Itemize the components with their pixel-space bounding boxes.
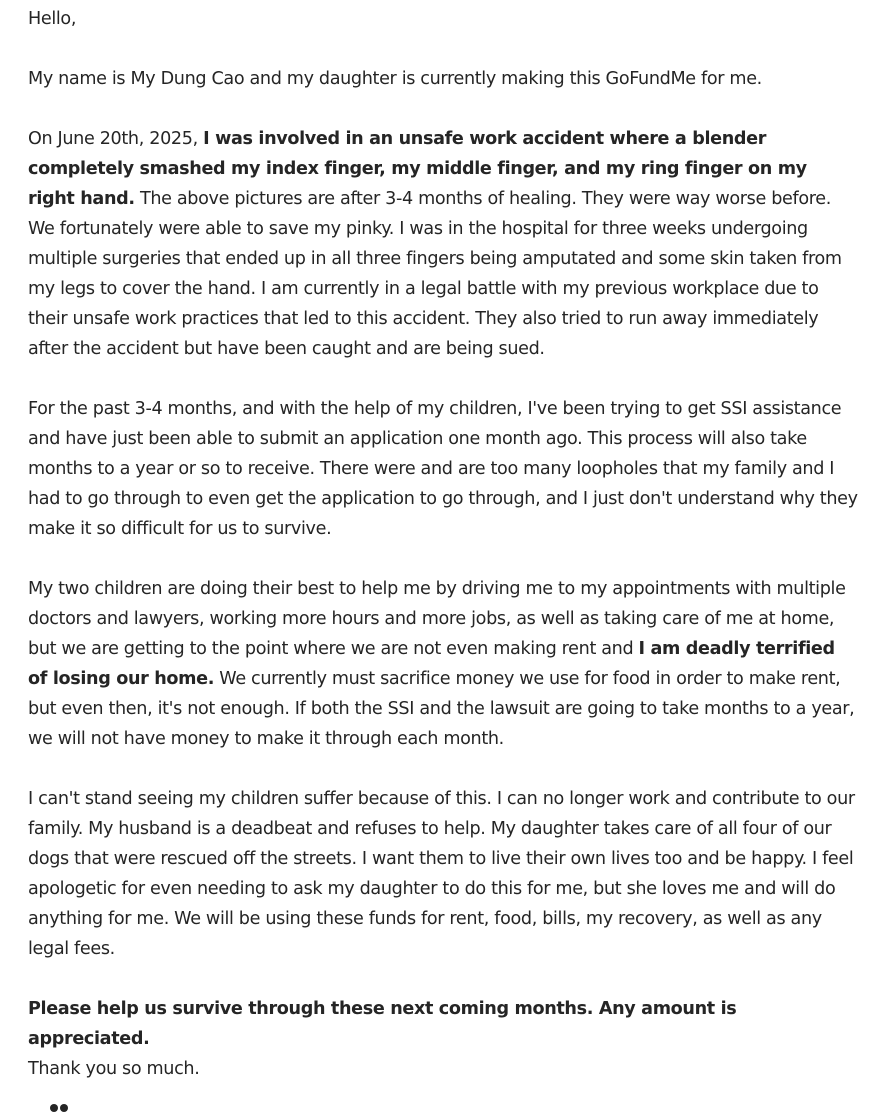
accident-paragraph <box>28 124 858 364</box>
ssi-text: For the past 3-4 months, and with the help of my children, I've been trying to get SSI assistance and have just been able to submit an application one month ago. This process will also take months to a year or so to receive. There were and are too many loopholes that my family and I had to go through to even get the application to go through, and I just don't understand why they make it so difficult for us to survive. <box>28 399 858 539</box>
cutoff-icon <box>28 1098 68 1111</box>
accident-bold-text: I was involved in an unsafe work accident where a blender completely smashed my index finger, my middle finger, and my ring finger on my right hand. <box>28 129 807 209</box>
story-body <box>28 4 858 1114</box>
accident-rest-text: The above pictures are after 3-4 months of healing. They were way worse before. We fortunately were able to save my pinky. I was in the hospital for three weeks undergoing multiple surgeries that ended up in all three fingers being amputated and some skin taken from my legs to cover the hand. I am currently in a legal battle with my previous workplace due to their unsafe work practices that led to this accident. They also tried to run away immediately after the accident but have been caught and are being sued. <box>28 189 842 359</box>
closing-bold-text: Please help us survive through these next coming months. Any amount is appreciated. <box>28 999 737 1049</box>
intro-text: My name is My Dung Cao and my daughter is currently making this GoFundMe for me. <box>28 69 762 89</box>
family-text: I can't stand seeing my children suffer because of this. I can no longer work and contribute to our family. My husband is a deadbeat and refuses to help. My daughter takes care of all four of our dogs that were rescued off the streets. I want them to live their own lives too and be happy. I feel apologetic for even needing to ask my daughter to do this for me, but she loves me and will do anything for me. We will be using these funds for rent, food, bills, my recovery, as well as any legal fees. <box>28 789 855 959</box>
children-paragraph <box>28 574 858 754</box>
greeting-paragraph <box>28 4 858 34</box>
family-paragraph <box>28 784 858 964</box>
ssi-paragraph <box>28 394 858 544</box>
intro-paragraph <box>28 64 858 94</box>
closing-paragraph <box>28 994 858 1084</box>
greeting-text: Hello, <box>28 9 77 29</box>
accident-lead-text: On June 20th, 2025, <box>28 129 204 149</box>
closing-thanks-text: Thank you so much. <box>28 1059 200 1079</box>
children-rest-text: We currently must sacrifice money we use for food in order to make rent, but even then, it's not enough. If both the SSI and the lawsuit are going to take months to a year, we will not have money to make it through each month. <box>28 669 855 749</box>
children-lead-text: My two children are doing their best to help me by driving me to my appointments with multiple doctors and lawyers, working more hours and more jobs, as well as taking care of me at home, but we are getting to the point where we are not even making rent and <box>28 579 846 659</box>
children-bold-text: I am deadly terrified of losing our home. <box>28 639 835 689</box>
